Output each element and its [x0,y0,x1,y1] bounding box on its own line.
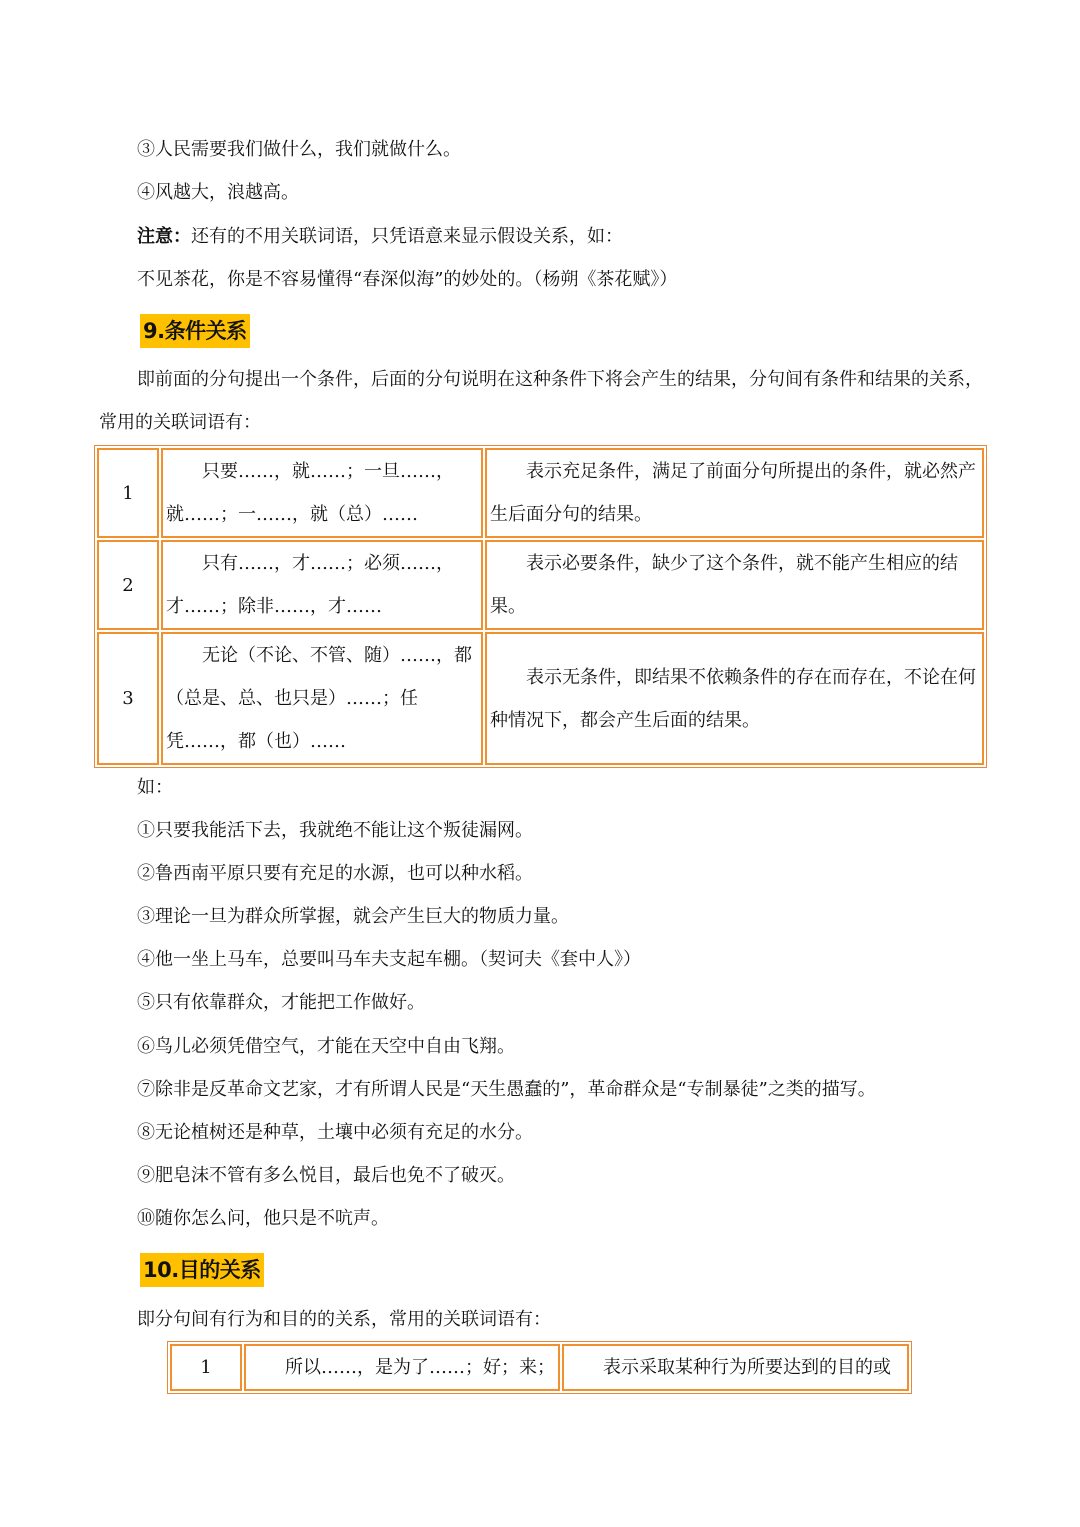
condition-table [94,445,987,768]
example-line: ⑨肥皂沫不管有多么悦目，最后也免不了破灭。 [137,1165,515,1186]
row-number: 1 [97,448,159,538]
example-line: ⑥鸟儿必须凭借空气，才能在天空中自由飞翔。 [137,1036,515,1057]
section-intro-9: 即前面的分句提出一个条件，后面的分句说明在这种条件下将会产生的结果，分句间有条件和结果的关系，常用的关联词语有： [99,369,983,433]
example-label: 如： [137,777,173,798]
table-row [97,448,984,538]
section-intro-10: 即分句间有行为和目的的关系，常用的关联词语有： [137,1309,551,1330]
connective-words: 所以……，是为了……；好；来； [244,1344,560,1391]
example-line: ④风越大，浪越高。 [137,182,299,203]
table-row [170,1344,909,1391]
section-heading-10: 10.目的关系 [140,1253,264,1287]
note-line [137,225,623,249]
row-number: 2 [97,540,159,630]
relation-meaning: 表示无条件，即结果不依赖条件的存在而存在，不论在何种情况下，都会产生后面的结果。 [485,632,984,765]
relation-meaning: 表示采取某种行为所要达到的目的或 [562,1344,909,1391]
section-heading-9: 9.条件关系 [140,314,250,348]
example-line: ③理论一旦为群众所掌握，就会产生巨大的物质力量。 [137,906,569,927]
row-number: 1 [170,1344,242,1391]
example-line: ②鲁西南平原只要有充足的水源，也可以种水稻。 [137,863,533,884]
row-number: 3 [97,632,159,765]
note-text: 还有的不用关联词语，只凭语意来显示假设关系，如： [191,226,623,247]
example-line: ⑤只有依靠群众，才能把工作做好。 [137,992,425,1013]
relation-meaning: 表示充足条件，满足了前面分句所提出的条件，就必然产生后面分句的结果。 [485,448,984,538]
connective-words: 无论（不论、不管、随）……，都（总是、总、也只是）……；任凭……，都（也）…… [161,632,483,765]
relation-meaning: 表示必要条件，缺少了这个条件，就不能产生相应的结果。 [485,540,984,630]
example-line: ⑦除非是反革命文艺家，才有所谓人民是“天生愚蠢的”，革命群众是“专制暴徒”之类的描写。 [137,1079,876,1100]
connective-words: 只要……，就……；一旦……，就……；一……，就（总）…… [161,448,483,538]
note-label: 注意： [137,226,191,247]
table-row [97,632,984,765]
table-row [97,540,984,630]
example-line: ⑩随你怎么问，他只是不吭声。 [137,1208,389,1229]
example-line: ④他一坐上马车，总要叫马车夫支起车棚。（契诃夫《套中人》） [137,949,641,970]
connective-words: 只有……，才……；必须……，才……；除非……，才…… [161,540,483,630]
example-line: ①只要我能活下去，我就绝不能让这个叛徒漏网。 [137,820,533,841]
example-line: ⑧无论植树还是种草，土壤中必须有充足的水分。 [137,1122,533,1143]
example-line: ③人民需要我们做什么，我们就做什么。 [137,139,461,160]
purpose-table [167,1341,912,1394]
note-example: 不见茶花，你是不容易懂得“春深似海”的妙处的。（杨朔《茶花赋》） [137,269,678,290]
